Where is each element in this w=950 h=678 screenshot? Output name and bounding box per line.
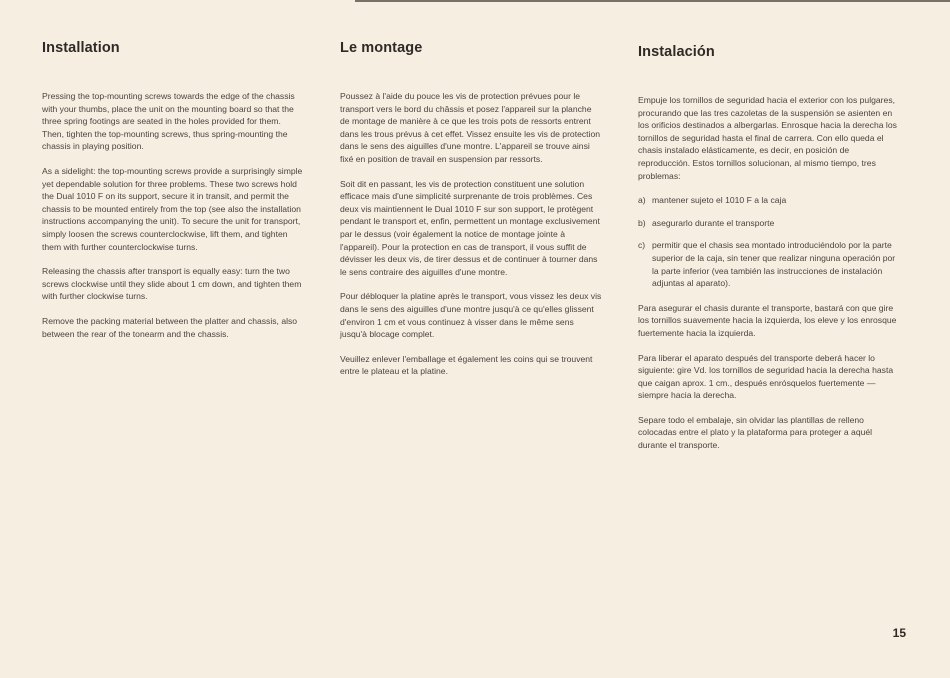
paragraph: Veuillez enlever l'emballage et également les coins qui se trouvent entre le plateau et la platine. xyxy=(340,353,593,377)
column-english xyxy=(42,40,304,352)
list-marker: c) xyxy=(638,240,646,251)
page-number: 15 xyxy=(892,626,906,640)
column-spanish xyxy=(638,44,900,464)
paragraph: Para asegurar el chasis durante el transporte, bastará con que gire los tornillos suavemente hacia la izquierda, los eleve y los enrosque fuertemente hacia la izquierda. xyxy=(638,302,897,338)
heading-french: Le montage xyxy=(340,40,423,56)
paragraph: As a sidelight: the top-mounting screws provide a surprisingly simple yet dependable solution for three problems. These two screws hold the Dual 1010 F on its support, secure it in transit, and permit the chassis to be mounted entirely from the top (see also the installation instructions accompanying the unit). To secure the unit for transport, simply loosen the screws counterclockwise, lift them, and tighten them with further counterclockwise turns. xyxy=(42,165,303,252)
top-rule xyxy=(355,0,950,2)
problem-list xyxy=(638,194,900,290)
list-marker: a) xyxy=(638,195,646,206)
paragraph: Remove the packing material between the platter and chassis, also between the rear of the tonearm and the chassis. xyxy=(42,315,298,339)
paragraph: Poussez à l'aide du pouce les vis de protection prévues pour le transport vers le bord du châssis et posez l'appareil sur la planche de montage de manière à ce que les trois pots de ressorts entrent dans les trous prévus à cet effet. Vissez ensuite les vis de protection dans le sens des aiguilles d'une montre. L'appareil se trouve ainsi fixé en position de travail en suspension par ressorts. xyxy=(340,91,601,164)
paragraph: Soit dit en passant, les vis de protection constituent une solution efficace mais d'une simplicité surprenante de trois problèmes. Ces deux vis maintiennent le Dual 1010 F sur son support, le protègent pendant le transport et, enfin, permettent un montage exclusivement par le dessus (voir également la notice de montage jointe à l'appareil). Pour la protection en cas de transport, il vous suffit de dévisser les deux vis, de tirer dessus et de continuer à tourner dans le sens contraire des aiguilles d'une montre. xyxy=(340,178,600,277)
paragraph: Releasing the chassis after transport is equally easy: turn the two screws clockwise until they slide about 1 cm down, and tighten them with further clockwise turns. xyxy=(42,266,302,302)
column-french xyxy=(340,40,602,390)
paragraph: Para liberar el aparato después del transporte deberá hacer lo siguiente: gire Vd. los tornillos de seguridad hacia la derecha hasta que caigan aprox. 1 cm., después enrósquelos fuertemente — siempre hacia la derecha. xyxy=(638,352,894,401)
heading-english: Installation xyxy=(42,40,120,56)
paragraph: Separe todo el embalaje, sin olvidar las plantillas de relleno colocadas entre el plato y la plataforma para proteger a aquél durante el transporte. xyxy=(638,414,873,451)
list-item xyxy=(638,239,900,289)
list-text: permitir que el chasis sea montado introduciéndolo por la parte superior de la caja, sin tener que realizar ninguna operación por la parte inferior (vea también las instrucciones de instalación adjuntas al aparato). xyxy=(652,240,896,289)
paragraph: Pressing the top-mounting screws towards the edge of the chassis with your thumbs, place the unit on the mounting board so that the three spring footings are seated in the holes provided for them. Then, tighten the top-mounting screws, thus spring-mounting the chassis in playing position. xyxy=(42,91,295,152)
list-text: asegurarlo durante el transporte xyxy=(652,217,775,228)
heading-spanish: Instalación xyxy=(638,44,715,60)
paragraph: Pour débloquer la platine après le transport, vous vissez les deux vis dans le sens des aiguilles d'une montre jusqu'à ce qu'elles glissent d'environ 1 cm et vous continuez à visser dans le même sens jusqu'à blocage complet. xyxy=(340,291,602,340)
list-marker: b) xyxy=(638,217,646,228)
list-item xyxy=(638,194,900,207)
list-item xyxy=(638,217,900,230)
list-text: mantener sujeto el 1010 F a la caja xyxy=(652,195,787,206)
paragraph: Empuje los tornillos de seguridad hacia el exterior con los pulgares, procurando que las tres cazoletas de la suspensión se asienten en los orificios destinados a albergarlas. Enrosque hacia la derecha los tornillos de seguridad hasta el final de carrera. Con ello queda el chasis instalado elásticamente, es decir, en posición de reproducción. Estos tornillos solucionan, al mismo tiempo, tres problemas: xyxy=(638,95,897,181)
